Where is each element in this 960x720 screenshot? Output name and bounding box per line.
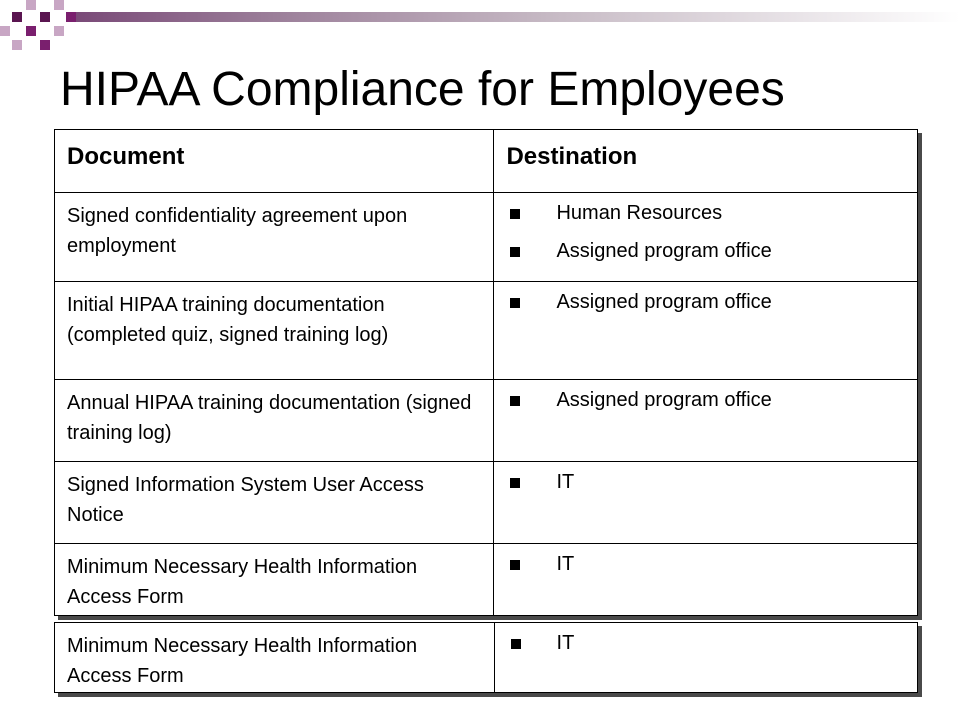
document-cell: Minimum Necessary Health Information Access Form (55, 623, 495, 693)
bullet-icon (510, 560, 520, 570)
destination-item: Human Resources (510, 203, 917, 224)
decorative-square (12, 40, 22, 50)
destination-item: Assigned program office (510, 390, 917, 411)
table-row (55, 380, 918, 462)
decorative-square (66, 12, 76, 22)
destination-cell (494, 193, 918, 282)
destination-cell (494, 623, 917, 693)
table-row (55, 462, 918, 544)
header-destination: Destination (494, 130, 918, 193)
decorative-square (26, 0, 36, 10)
decorative-square (12, 12, 22, 22)
document-cell: Minimum Necessary Health Information Access Form (55, 544, 494, 616)
bullet-icon (510, 396, 520, 406)
bullet-icon (510, 209, 520, 219)
bullet-icon (510, 478, 520, 488)
decorative-square (54, 0, 64, 10)
destination-item: Assigned program office (510, 241, 917, 262)
bullet-icon (510, 298, 520, 308)
header-document: Document (55, 130, 494, 193)
destination-item: IT (510, 554, 917, 575)
table-row (55, 282, 918, 380)
destination-cell (494, 380, 918, 462)
document-cell: Signed Information System User Access Notice (55, 462, 494, 544)
overflow-duplicate-row-table (54, 622, 918, 693)
decorative-square (40, 40, 50, 50)
table-row (55, 544, 918, 616)
destination-item: Assigned program office (510, 292, 917, 313)
decorative-square (26, 26, 36, 36)
bullet-icon (510, 247, 520, 257)
table-row (55, 623, 918, 693)
document-cell: Annual HIPAA training documentation (signed training log) (55, 380, 494, 462)
destination-cell (494, 544, 918, 616)
decorative-square (54, 26, 64, 36)
bullet-icon (511, 639, 521, 649)
decorative-square (0, 26, 10, 36)
destination-item: IT (511, 633, 917, 654)
slide-title: HIPAA Compliance for Employees (60, 63, 785, 116)
decorative-gradient-bar (76, 12, 960, 22)
table-header-row (55, 130, 918, 193)
destination-cell (494, 282, 918, 380)
document-cell: Initial HIPAA training documentation (completed quiz, signed training log) (55, 282, 494, 380)
table-row (55, 193, 918, 282)
destination-item: IT (510, 472, 917, 493)
document-destination-table (54, 129, 918, 616)
destination-cell (494, 462, 918, 544)
decorative-square (40, 12, 50, 22)
document-cell: Signed confidentiality agreement upon employment (55, 193, 494, 282)
